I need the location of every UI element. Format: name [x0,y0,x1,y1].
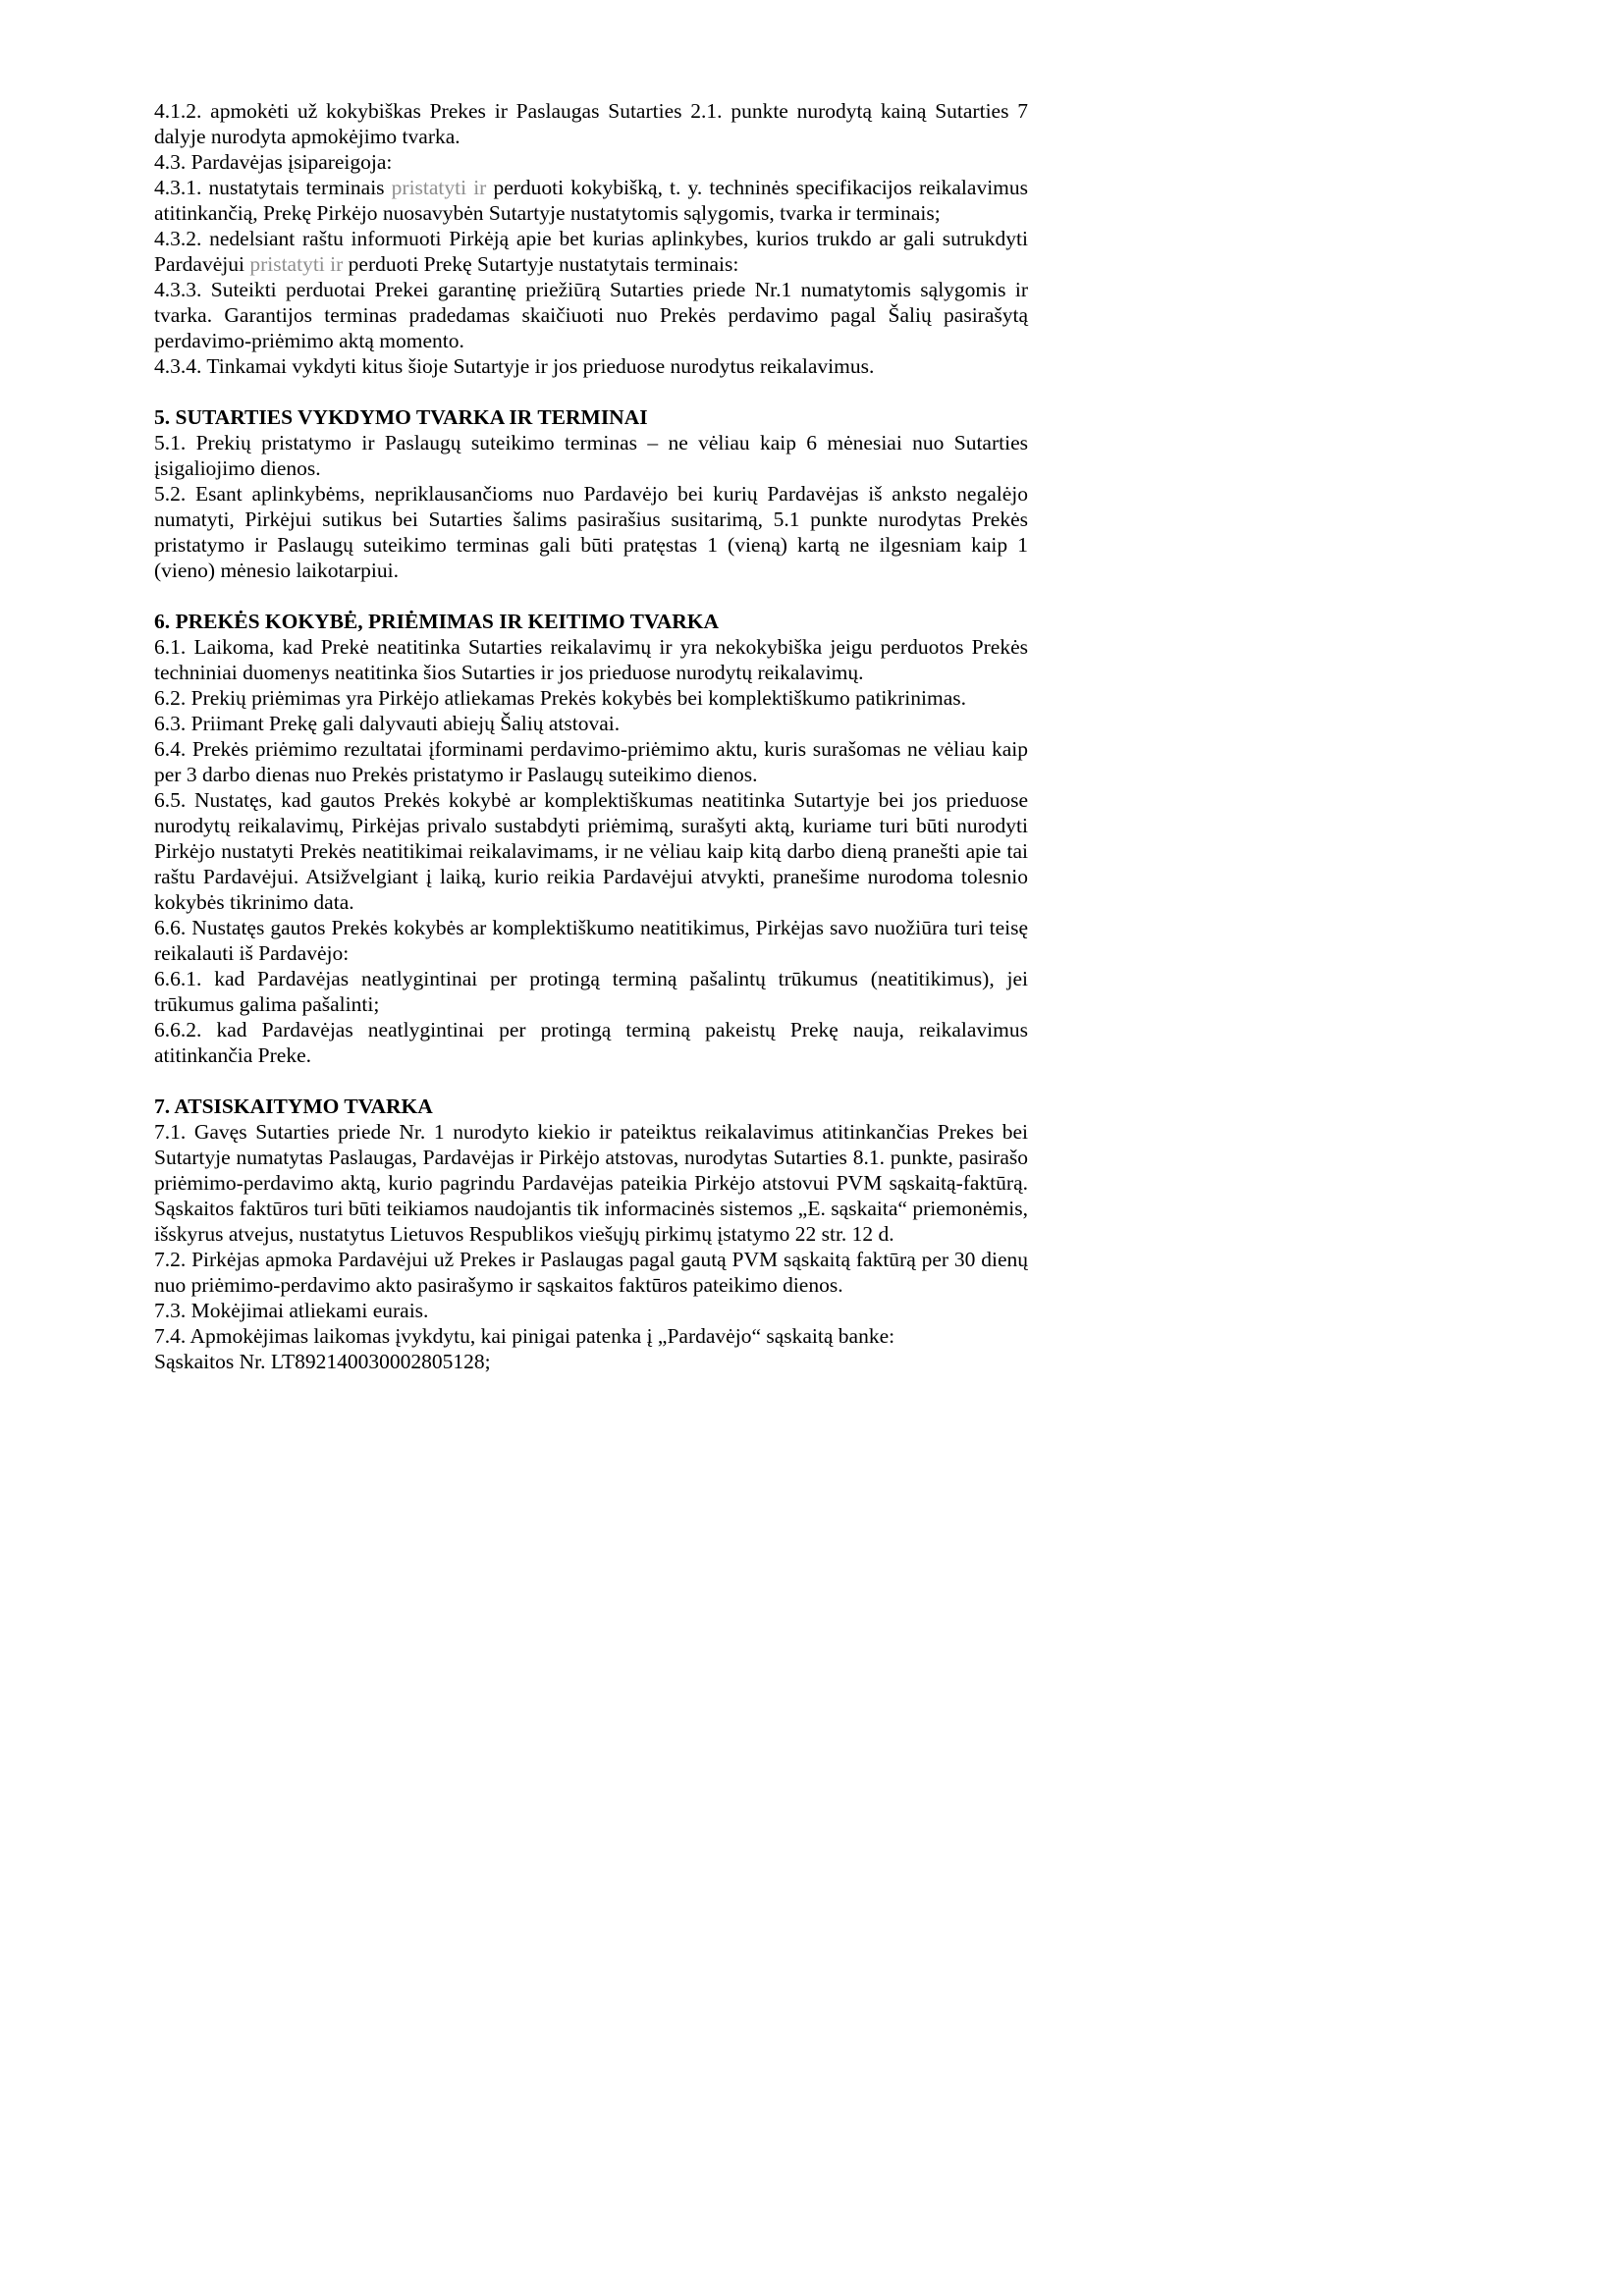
text-run: 4.1.2. apmokėti už kokybiškas Prekes ir Paslaugas Sutarties 2.1. punkte nurodytą kainą Sutarties 7 dalyje nurodyta apmokėjimo tvarka. [154,99,1028,148]
paragraph [154,1119,1028,1247]
text-run: 6.1. Laikoma, kad Prekė neatitinka Sutarties reikalavimų ir yra nekokybiška jeigu perduotos Prekės techniniai duomenys neatitinka šios Sutarties ir jos prieduose nurodytų reikalavimų. [154,635,1028,684]
paragraph [154,353,1028,379]
section-heading [154,1094,1028,1119]
tracked-change-text-run: pristatyti ir [249,252,344,276]
text-run: 4.3.4. Tinkamai vykdyti kitus šioje Sutartyje ir jos prieduose nurodytus reikalavimus. [154,354,875,378]
text-run: 7. ATSISKAITYMO TVARKA [154,1095,433,1118]
paragraph-spacer [154,583,1028,609]
text-run: 6.4. Prekės priėmimo rezultatai įforminami perdavimo-priėmimo aktu, kuris surašomas ne vėliau kaip per 3 darbo dienas nuo Prekės pristatymo ir Paslaugų suteikimo dienos. [154,737,1028,786]
paragraph [154,98,1028,149]
text-run: 4.3.1. nustatytais terminais [154,176,392,199]
text-run: 6.6.2. kad Pardavėjas neatlygintinai per protingą terminą pakeistų Prekę nauja, reikalavimus atitinkančia Preke. [154,1018,1028,1067]
text-run: 5. SUTARTIES VYKDYMO TVARKA IR TERMINAI [154,405,648,429]
paragraph-spacer [154,379,1028,404]
text-run: 6.6. Nustatęs gautos Prekės kokybės ar komplektiškumo neatitikimus, Pirkėjas savo nuožiūra turi teisę reikalauti iš Pardavėjo: [154,916,1028,965]
paragraph [154,277,1028,353]
paragraph [154,1323,1028,1349]
paragraph [154,1349,1028,1374]
text-run: 7.4. Apmokėjimas laikomas įvykdytu, kai pinigai patenka į „Pardavėjo“ sąskaitą banke: [154,1324,895,1348]
document-body [154,98,1028,1374]
text-run: 4.3.2. nedelsiant raštu informuoti Pirkėją apie bet kurias aplinkybes, kurios trukdo ar gali sutrukdyti Pardavėjui [154,227,1028,276]
paragraph [154,1247,1028,1298]
paragraph [154,736,1028,787]
section-heading [154,609,1028,634]
text-run: 7.3. Mokėjimai atliekami eurais. [154,1299,429,1322]
text-run: 6.6.1. kad Pardavėjas neatlygintinai per protingą terminą pašalintų trūkumus (neatitikimus), jei trūkumus galima pašalinti; [154,967,1028,1016]
text-run: 4.3.3. Suteikti perduotai Prekei garantinę priežiūrą Sutarties priede Nr.1 numatytomis sąlygomis ir tvarka. Garantijos terminas pradedamas skaičiuoti nuo Prekės perdavimo pagal Šalių pasirašytą perdavimo-priėmimo aktą momento. [154,278,1028,352]
paragraph [154,226,1028,277]
paragraph [154,1017,1028,1068]
text-run: 4.3. Pardavėjas įsipareigoja: [154,150,393,174]
paragraph [154,149,1028,175]
paragraph-spacer [154,1068,1028,1094]
text-run: 6.5. Nustatęs, kad gautos Prekės kokybė ar komplektiškumas neatitinka Sutartyje bei jos prieduose nurodytų reikalavimų, Pirkėjas privalo sustabdyti priėmimą, surašyti aktą, kuriame turi būti nurodyti Pirkėjo nustatyti Prekės neatitikimai reikalavimams, ir ne vėliau kaip kitą darbo dieną pranešti apie tai raštu Pardavėjui. Atsižvelgiant į laiką, kurio reikia Pardavėjui atvykti, pranešime nurodoma tolesnio kokybės tikrinimo data. [154,788,1028,914]
text-run: Sąskaitos Nr. LT892140030002805128; [154,1350,491,1373]
text-run: 6. PREKĖS KOKYBĖ, PRIĖMIMAS IR KEITIMO TVARKA [154,610,720,633]
text-run: 6.2. Prekių priėmimas yra Pirkėjo atliekamas Prekės kokybės bei komplektiškumo patikrinimas. [154,686,967,710]
paragraph [154,787,1028,915]
tracked-change-text-run: pristatyti ir [391,176,487,199]
text-run: 5.2. Esant aplinkybėms, nepriklausančioms nuo Pardavėjo bei kurių Pardavėjas iš anksto negalėjo numatyti, Pirkėjui sutikus bei Sutarties šalims pasirašius susitarimą, 5.1 punkte nurodytas Prekės pristatymo ir Paslaugų suteikimo terminas gali būti pratęstas 1 (vieną) kartą ne ilgesniam kaip 1 (vieno) mėnesio laikotarpiui. [154,482,1028,582]
paragraph [154,966,1028,1017]
text-run: perduoti Prekę Sutartyje nustatytais terminais: [343,252,739,276]
text-run: perduoti kokybišką, t. y. techninės specifikacijos reikalavimus atitinkančią, Prekę Pirkėjo nuosavybėn Sutartyje nustatytomis sąlygomis, tvarka ir terminais; [154,176,1029,225]
paragraph [154,915,1028,966]
paragraph [154,685,1028,711]
paragraph [154,430,1028,481]
paragraph [154,634,1028,685]
paragraph [154,175,1028,226]
text-run: 7.1. Gavęs Sutarties priede Nr. 1 nurodyto kiekio ir pateiktus reikalavimus atitinkančias Prekes bei Sutartyje numatytas Paslaugas, Pardavėjas ir Pirkėjo atstovas, nurodytas Sutarties 8.1. punkte, pasirašo priėmimo-perdavimo aktą, kurio pagrindu Pardavėjas pateikia Pirkėjo atstovui PVM sąskaitą-faktūrą. Sąskaitos faktūros turi būti teikiamos naudojantis tik informacinės sistemos „E. sąskaita“ priemonėmis, išskyrus atvejus, nustatytus Lietuvos Respublikos viešųjų pirkimų įstatymo 22 str. 12 d. [154,1120,1028,1246]
paragraph [154,711,1028,736]
section-heading [154,404,1028,430]
text-run: 7.2. Pirkėjas apmoka Pardavėjui už Prekes ir Paslaugas pagal gautą PVM sąskaitą faktūrą per 30 dienų nuo priėmimo-perdavimo akto pasirašymo ir sąskaitos faktūros pateikimo dienos. [154,1248,1028,1297]
paragraph [154,481,1028,583]
text-run: 5.1. Prekių pristatymo ir Paslaugų suteikimo terminas – ne vėliau kaip 6 mėnesiai nuo Sutarties įsigaliojimo dienos. [154,431,1028,480]
paragraph [154,1298,1028,1323]
text-run: 6.3. Priimant Prekę gali dalyvauti abiejų Šalių atstovai. [154,712,621,735]
